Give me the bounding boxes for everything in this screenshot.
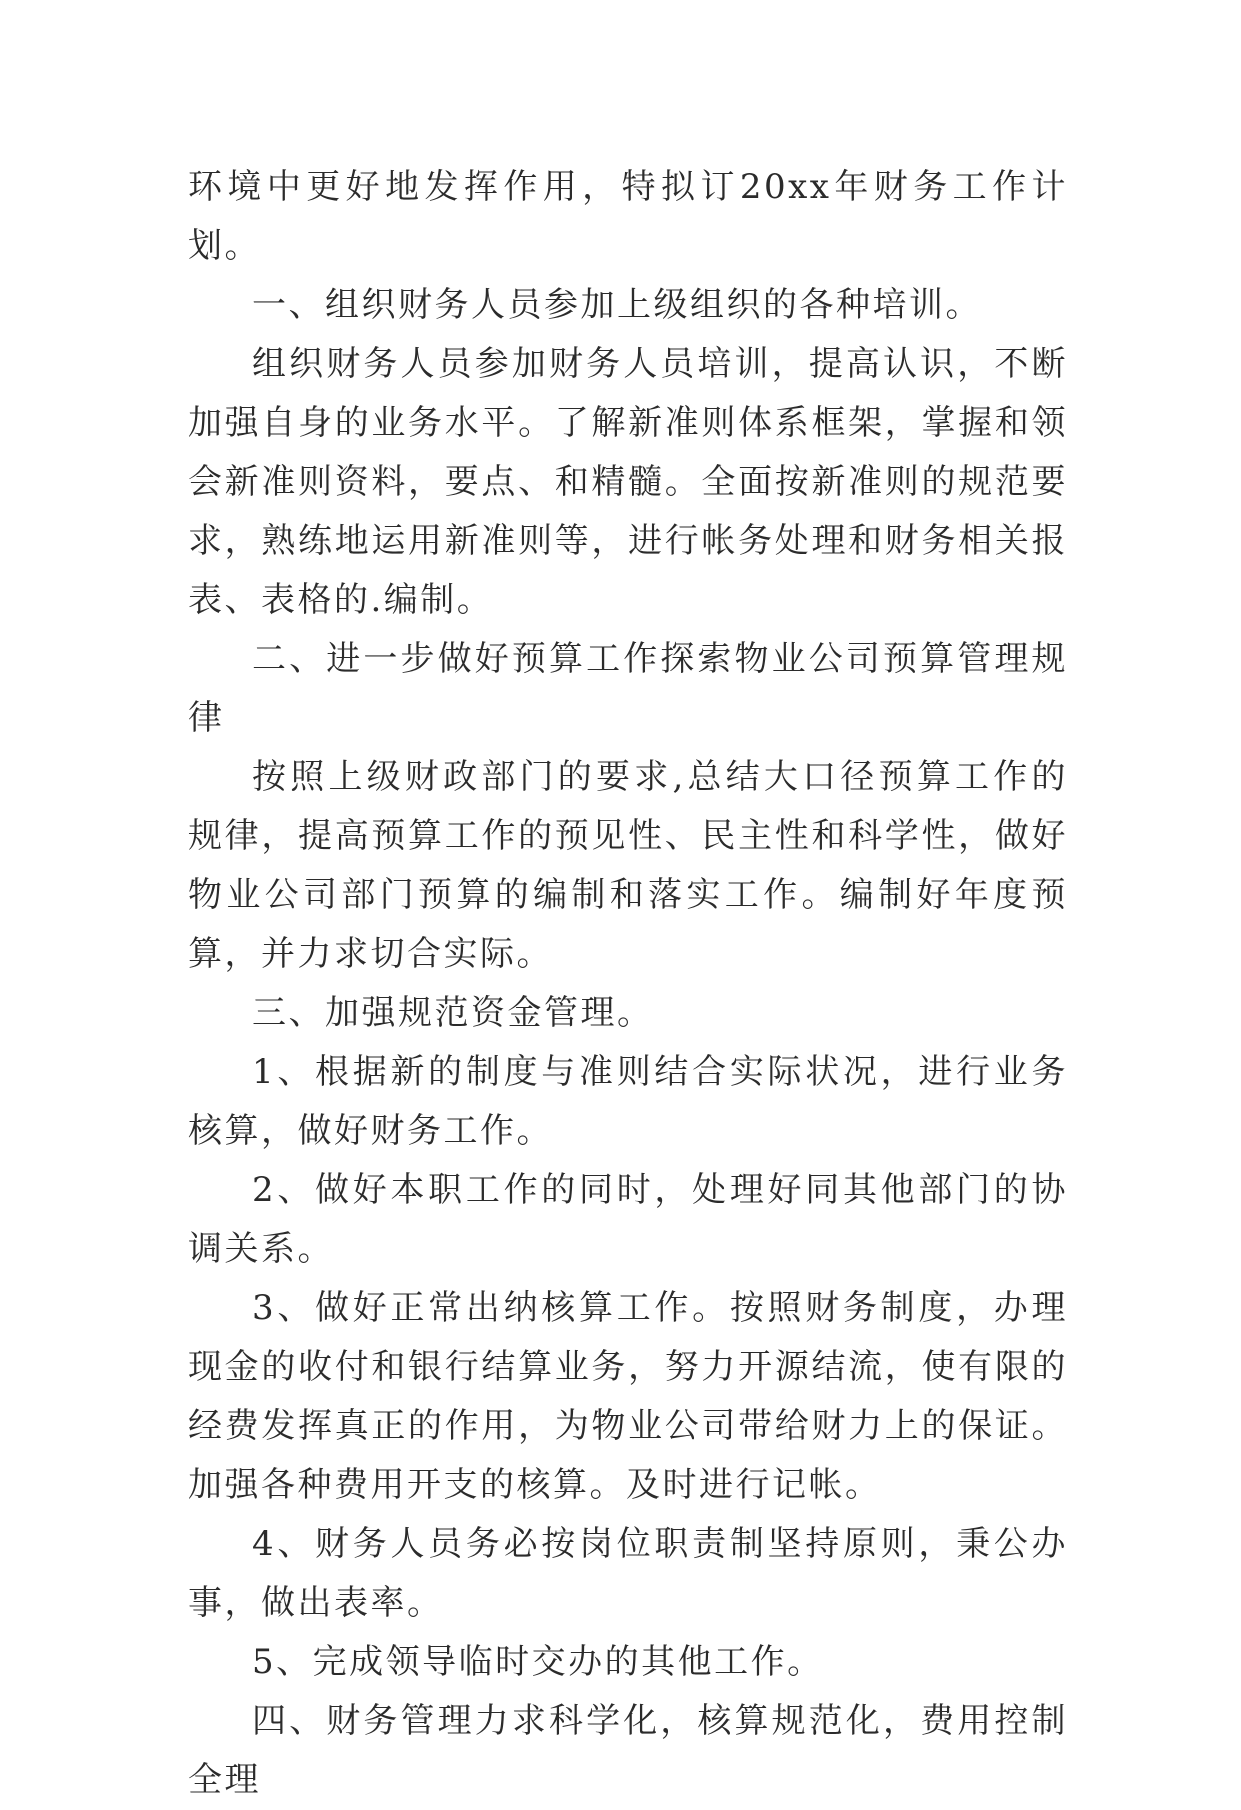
paragraph-budget: 按照上级财政部门的要求,总结大口径预算工作的规律，提高预算工作的预见性、民主性和科学性，做好物业公司部门预算的编制和落实工作。编制好年度预算，并力求切合实际。 (188, 757, 1068, 974)
section-heading-3: 三、加强规范资金管理。 (252, 993, 654, 1033)
paragraph-continuation: 环境中更好地发挥作用，特拟订20xx年财务工作计划。 (188, 167, 1068, 266)
section-heading-4: 四、财务管理力求科学化，核算规范化，费用控制全理 (188, 1701, 1068, 1800)
list-item-1: 1、根据新的制度与准则结合实际状况，进行业务核算，做好财务工作。 (188, 1052, 1068, 1151)
list-item-5: 5、完成领导临时交办的其他工作。 (252, 1642, 824, 1682)
document-body (188, 158, 1068, 1810)
section-heading-1: 一、组织财务人员参加上级组织的各种培训。 (252, 285, 982, 325)
paragraph-training: 组织财务人员参加财务人员培训，提高认识，不断加强自身的业务水平。了解新准则体系框架，掌握和领会新准则资料，要点、和精髓。全面按新准则的规范要求，熟练地运用新准则等，进行帐务处理和财务相关报表、表格的.编制。 (188, 344, 1068, 620)
section-heading-2: 二、进一步做好预算工作探索物业公司预算管理规律 (188, 639, 1068, 738)
list-item-3: 3、做好正常出纳核算工作。按照财务制度，办理现金的收付和银行结算业务，努力开源结流，使有限的经费发挥真正的作用，为物业公司带给财力上的保证。加强各种费用开支的核算。及时进行记帐。 (188, 1288, 1068, 1505)
list-item-2: 2、做好本职工作的同时，处理好同其他部门的协调关系。 (188, 1170, 1068, 1269)
list-item-4: 4、财务人员务必按岗位职责制坚持原则，秉公办事，做出表率。 (188, 1524, 1068, 1623)
